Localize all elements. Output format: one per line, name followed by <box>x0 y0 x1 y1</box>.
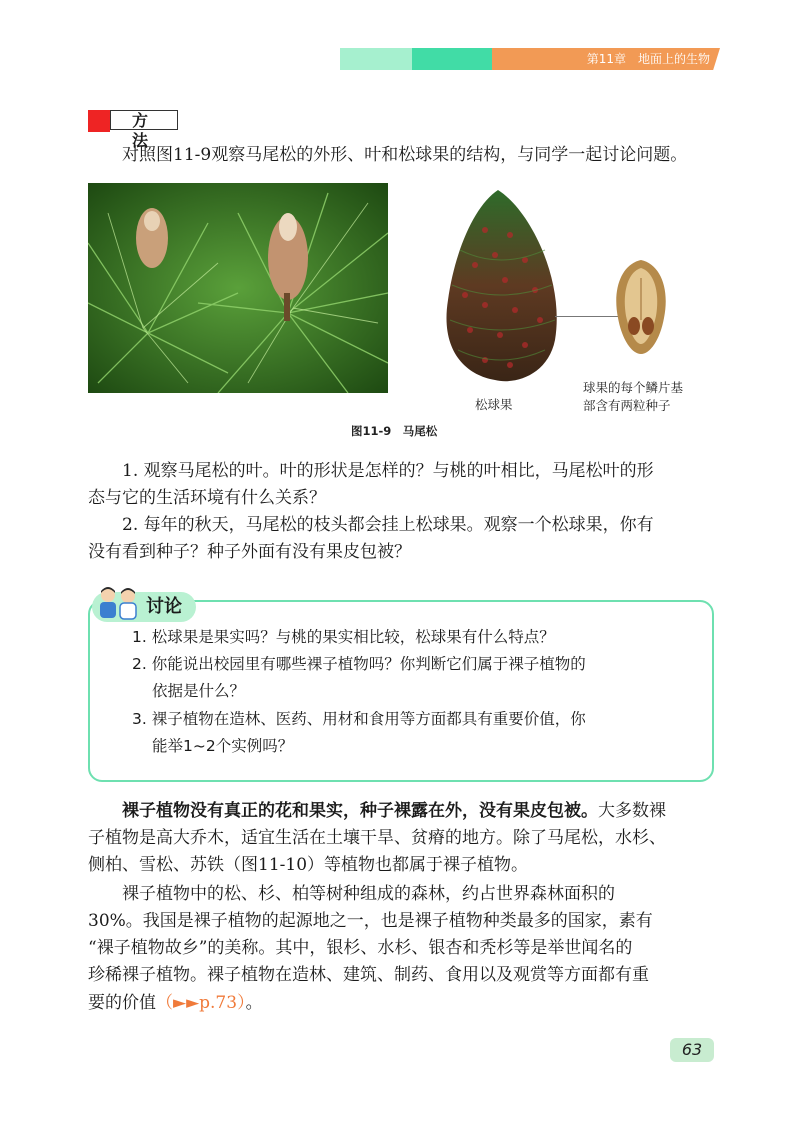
scale-label-line2: 部含有两粒种子 <box>583 398 671 413</box>
pine-cone-image <box>440 190 565 385</box>
students-icon <box>94 585 142 625</box>
page-number: 63 <box>670 1038 714 1062</box>
page-reference-link[interactable]: （►►p.73） <box>156 993 246 1013</box>
pine-branch-photo <box>88 183 388 393</box>
discussion-item-2-line1: 2. 你能说出校园里有哪些裸子植物吗？你判断它们属于裸子植物的 <box>132 655 586 673</box>
method-intro: 对照图11-9观察马尾松的外形、叶和松球果的结构，与同学一起讨论问题。 <box>122 145 688 165</box>
body-p2-line1: 裸子植物中的松、杉、柏等树种组成的森林，约占世界森林面积的 <box>122 884 615 904</box>
header-band-light <box>340 48 412 70</box>
figure-caption: 图11-9 马尾松 <box>351 424 438 438</box>
body-p1-line2: 子植物是高大乔木，适宜生活在土壤干旱、贫瘠的地方。除了马尾松，水杉、 <box>88 828 666 848</box>
method-label: 方法 <box>110 110 178 130</box>
discussion-item-1: 1. 松球果是果实吗？与桃的果实相比较，松球果有什么特点？ <box>132 628 555 646</box>
body-p2-line5 <box>88 990 263 1017</box>
body-p1-line1 <box>122 798 666 825</box>
question-1-line1: 1. 观察马尾松的叶。叶的形状是怎样的？与桃的叶相比，马尾松叶的形 <box>122 461 654 481</box>
scale-label-line1: 球果的每个鳞片基 <box>583 380 684 395</box>
body-p2-line5-end: 。 <box>245 993 263 1013</box>
body-p2-line4: 珍稀裸子植物。裸子植物在造林、建筑、制药、食用以及观赏等方面都有重 <box>88 965 649 985</box>
discussion-item-3-line1: 3. 裸子植物在造林、医药、用材和食用等方面都具有重要价值，你 <box>132 710 586 728</box>
chapter-title: 第11章 地面上的生物 <box>586 52 710 66</box>
key-statement: 裸子植物没有真正的花和果实，种子裸露在外，没有果皮包被。 <box>122 801 598 821</box>
discussion-title: 讨论 <box>146 596 182 617</box>
question-2-line2: 没有看到种子？种子外面有没有果皮包被？ <box>88 542 411 562</box>
question-1-line2: 态与它的生活环境有什么关系？ <box>88 488 326 508</box>
header-band-green <box>412 48 492 70</box>
cone-label: 松球果 <box>475 397 513 412</box>
discussion-item-3-line2: 能举1~2个实例吗？ <box>152 737 294 755</box>
body-p2-line5-text: 要的价值 <box>88 993 156 1013</box>
body-p1-rest: 大多数裸 <box>598 801 666 821</box>
method-marker <box>88 110 110 132</box>
body-p1-line3: 侧柏、雪松、苏铁（图11-10）等植物也都属于裸子植物。 <box>88 855 529 875</box>
body-p2-line3: “裸子植物故乡”的美称。其中，银杉、水杉、银杏和秃杉等是举世闻名的 <box>88 938 633 958</box>
body-p2-line2: 30%。我国是裸子植物的起源地之一，也是裸子植物种类最多的国家，素有 <box>88 911 653 931</box>
discussion-item-2-line2: 依据是什么？ <box>152 682 246 700</box>
question-2-line1: 2. 每年的秋天，马尾松的枝头都会挂上松球果。观察一个松球果，你有 <box>122 515 654 535</box>
cone-scale-image <box>612 258 670 356</box>
